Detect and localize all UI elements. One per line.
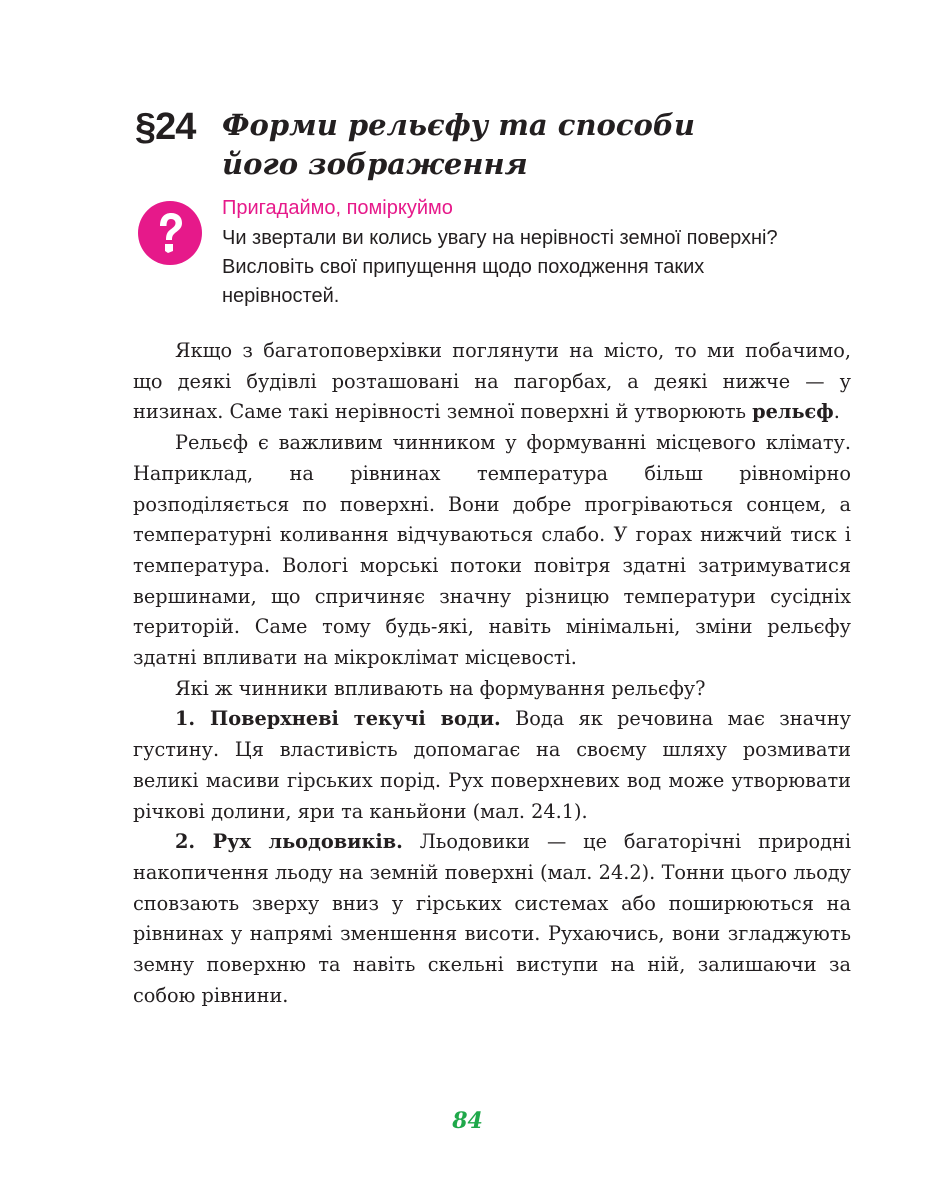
paragraph-1-text: Якщо з багатоповерхівки поглянути на місто, то ми побачимо, що деякі будівлі розташовані на пагорбах, а деякі нижче — у низинах. Саме такі нерівності земної поверхні й утворюють [133,339,851,424]
section-number: §24 [135,106,196,148]
paragraph-5 [133,827,851,1011]
recall-heading: Пригадаймо, поміркуймо [222,197,453,219]
section-title [222,106,742,184]
factor-1-text: Вода як речовина має значну густину. Ця властивість допомагає на своєму шляху розмивати великі масиви гірських порід. Рух поверхневих вод може утворювати річкові долини, яри та каньйони (мал. 24.1). [133,707,852,823]
page-number: 84 [452,1108,483,1134]
factor-1-heading: 1. Поверхневі текучі води. [175,707,501,731]
question-icon [137,200,203,266]
factor-2-text: Льодовики — це багаторічні природні накопичення льоду на земній поверхні (мал. 24.2). Тонни цього льоду сповзають зверху вниз у гірських системах або поширюються на рівнинах у напрямі зменшення висоти. Рухаючись, вони згладжують земну поверхню та навіть скельні виступи на ній, залишаючи за собою рівнини. [133,830,851,1007]
paragraph-4 [133,704,851,827]
recall-question: Чи звертали ви колись увагу на нерівності земної поверхні? Висловіть свої припущення щодо походження таких нерівностей. [222,227,778,307]
paragraph-1-end: . [833,400,840,424]
factor-2-heading: 2. Рух льодовиків. [175,830,403,854]
section-title-line-2: його зображення [222,147,528,181]
term-relief: рельєф [752,400,834,424]
main-text [133,336,851,1011]
paragraph-2: Рельєф є важливим чинником у формуванні місцевого клімату. Наприклад, на рівнинах температура більш рівномірно розподіляється по поверхні. Вони добре прогріваються сонцем, а температурні коливання відчуваються слабо. У горах нижчий тиск і температура. Вологі морські потоки повітря здатні затримуватися вершинами, що спричиняє значну різницю температури сусідніх територій. Саме тому будь-які, навіть мінімальні, зміни рельєфу здатні впливати на мікроклімат місцевості. [133,431,851,670]
paragraph-3: Які ж чинники впливають на формування рельєфу? [175,676,706,700]
section-title-line-1: Форми рельєфу та способи [222,108,695,142]
paragraph-1 [133,336,851,428]
